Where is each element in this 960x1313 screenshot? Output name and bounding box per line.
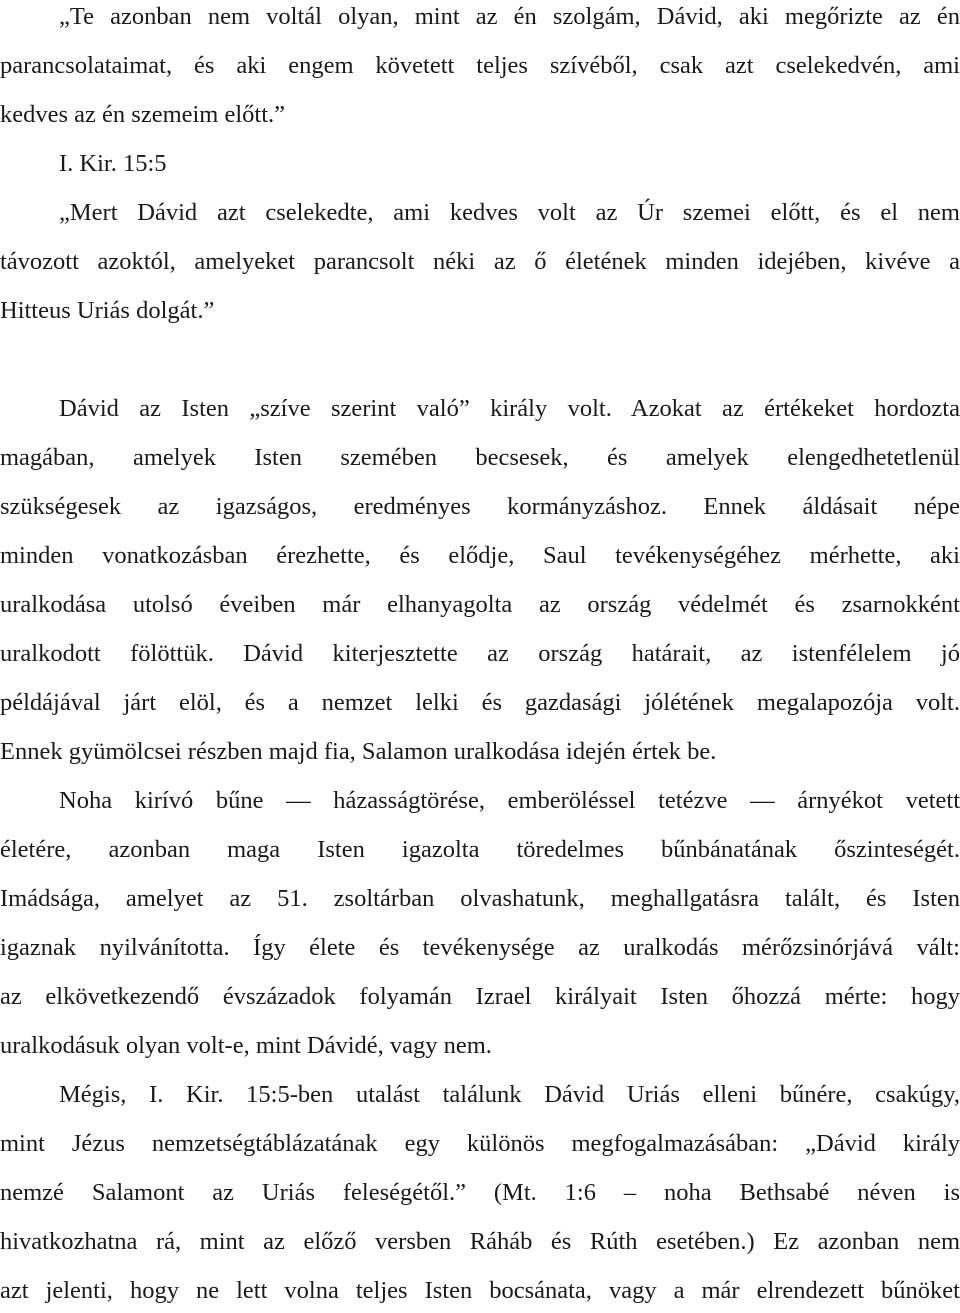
paragraph-line: életére, azonban maga Isten igazolta töredelmes bűnbánatának őszinteségét. — [0, 836, 960, 863]
paragraph-line: azt jelenti, hogy ne lett volna teljes Isten bocsánata, vagy a már elrendezett bűnöket — [0, 1277, 960, 1304]
paragraph-line: igaznak nyilvánította. Így élete és tevékenysége az uralkodás mérőzsinórjává vált: — [0, 934, 960, 961]
paragraph-line: az elkövetkezendő évszázadok folyamán Izrael királyait Isten őhozzá mérte: hogy — [0, 983, 960, 1010]
paragraph-line: mint Jézus nemzetségtáblázatának egy különös megfogalmazásában: „Dávid király — [0, 1130, 960, 1157]
paragraph-line: Mégis, I. Kir. 15:5-ben utalást találunk Dávid Uriás elleni bűnére, csakúgy, — [59, 1081, 960, 1108]
paragraph-line: példájával járt elöl, és a nemzet lelki és gazdasági jólétének megalapozója volt. — [0, 689, 960, 716]
paragraph-line: Noha kirívó bűne — házasságtörése, emberöléssel tetézve — árnyékot vetett — [59, 787, 960, 814]
quote-line: Hitteus Uriás dolgát.” — [0, 297, 215, 324]
paragraph-line: Ennek gyümölcsei részben majd fia, Salamon uralkodása idején értek be. — [0, 738, 717, 765]
scripture-reference: I. Kir. 15:5 — [59, 150, 167, 177]
paragraph-line: uralkodott fölöttük. Dávid kiterjesztette az ország határait, az istenfélelem jó — [0, 640, 960, 667]
paragraph-line: nemzé Salamont az Uriás feleségétől.” (Mt. 1:6 – noha Bethsabé néven is — [0, 1179, 960, 1206]
paragraph-line: uralkodása utolsó éveiben már elhanyagolta az ország védelmét és zsarnokként — [0, 591, 960, 618]
quote-line: parancsolataimat, és aki engem követett teljes szívéből, csak azt cselekedvén, ami — [0, 52, 960, 79]
paragraph-line: Imádsága, amelyet az 51. zsoltárban olvashatunk, meghallgatásra talált, és Isten — [0, 885, 960, 912]
paragraph-line: hivatkozhatna rá, mint az előző versben Ráháb és Rúth esetében.) Ez azonban nem — [0, 1228, 960, 1255]
paragraph-line: szükségesek az igazságos, eredményes kormányzáshoz. Ennek áldásait népe — [0, 493, 960, 520]
quote-line: „Mert Dávid azt cselekedte, ami kedves volt az Úr szemei előtt, és el nem — [59, 199, 960, 226]
paragraph-line: minden vonatkozásban érezhette, és elődje, Saul tevékenységéhez mérhette, aki — [0, 542, 960, 569]
quote-line: távozott azoktól, amelyeket parancsolt néki az ő életének minden idejében, kivéve a — [0, 248, 960, 275]
paragraph-line: uralkodásuk olyan volt-e, mint Dávidé, vagy nem. — [0, 1032, 492, 1059]
paragraph-line: magában, amelyek Isten szemében becsesek, és amelyek elengedhetetlenül — [0, 444, 960, 471]
quote-line: „Te azonban nem voltál olyan, mint az én szolgám, Dávid, aki megőrizte az én — [59, 3, 960, 30]
quote-line: kedves az én szemeim előtt.” — [0, 101, 286, 128]
paragraph-line: Dávid az Isten „szíve szerint való” király volt. Azokat az értékeket hordozta — [59, 395, 960, 422]
